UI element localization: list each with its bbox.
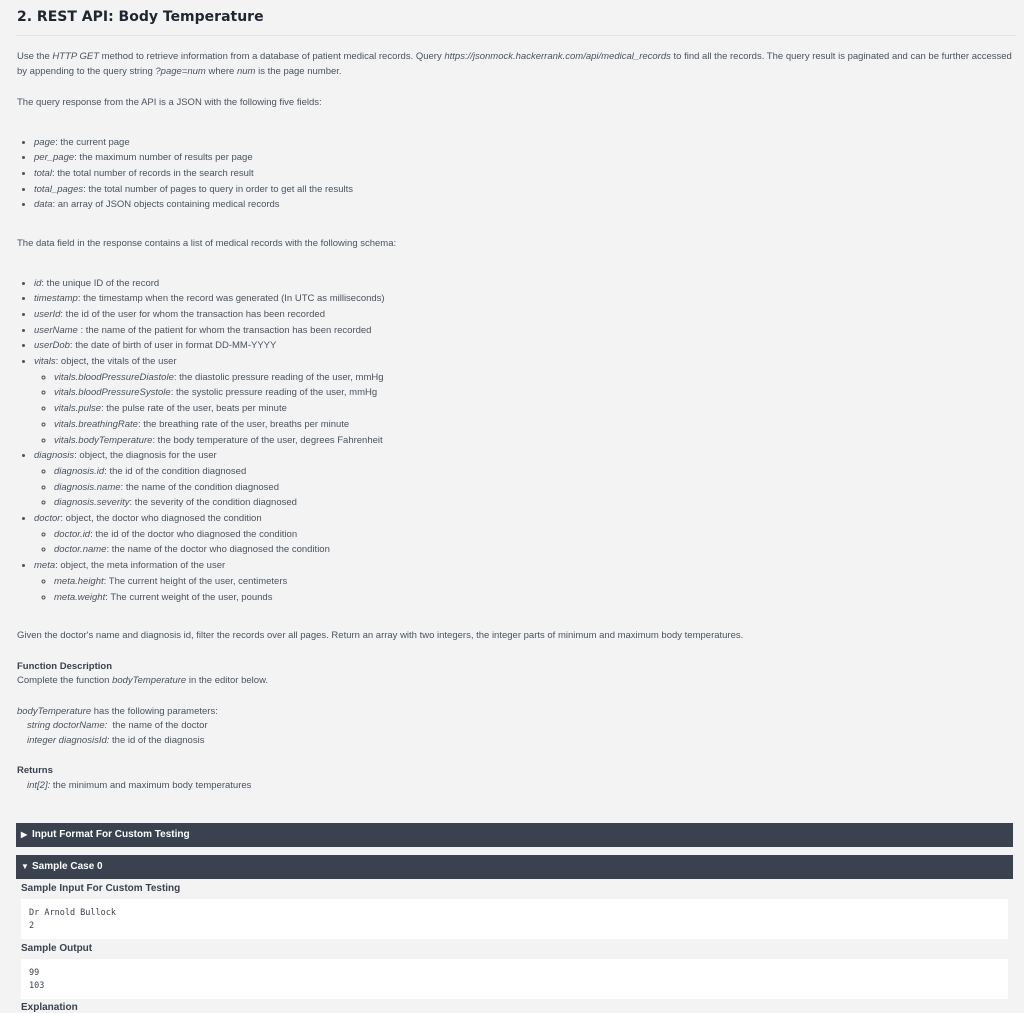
title-divider bbox=[16, 35, 1016, 36]
list-item: • userId: the id of the user for whom the transaction has been recorded bbox=[34, 307, 1012, 323]
intro-text: where bbox=[205, 65, 237, 77]
list-item: ◦ vitals.pulse: the pulse rate of the user, beats per minute bbox=[54, 401, 1012, 417]
list-item: ◦ diagnosis.id: the id of the condition diagnosed bbox=[54, 464, 1012, 480]
doctor-sublist bbox=[34, 527, 1012, 558]
task-paragraph: Given the doctor's name and diagnosis id, filter the records over all pages. Return an array with two integers, the integer parts of minimum and maximum body temperatures. bbox=[17, 630, 744, 642]
api-url: https://jsonmock.hackerrank.com/api/medical_records bbox=[444, 51, 671, 62]
diagnosis-sublist bbox=[34, 464, 1012, 511]
list-item: • doctor: object, the doctor who diagnosed the condition ◦ doctor.id: the id of the doctor who diagnosed the condition ◦ doctor.name: the name of the doctor who diagnosed the condition bbox=[34, 511, 1012, 558]
list-item: • per_page: the maximum number of results per page bbox=[34, 150, 1012, 166]
returns-heading: Returns bbox=[17, 765, 53, 777]
function-description-heading: Function Description bbox=[17, 660, 112, 672]
response-intro: The query response from the API is a JSON with the following five fields: bbox=[17, 97, 322, 108]
sample-case-0-toggle[interactable] bbox=[16, 855, 1013, 879]
list-item: • total: the total number of records in the search result bbox=[34, 166, 1012, 182]
section-label: Sample Case 0 bbox=[32, 861, 103, 872]
schema-intro: The data field in the response contains a list of medical records with the following schema: bbox=[17, 238, 397, 250]
list-item: • id: the unique ID of the record bbox=[34, 276, 1012, 292]
sample-input-heading: Sample Input For Custom Testing bbox=[21, 883, 181, 894]
list-item: ◦ meta.weight: The current weight of the user, pounds bbox=[54, 590, 1012, 606]
list-item: • timestamp: the timestamp when the record was generated (In UTC as milliseconds) bbox=[34, 291, 1012, 307]
intro-text: is the page number. bbox=[255, 65, 342, 77]
collapse-arrow-icon: ▼ bbox=[21, 862, 29, 871]
list-item: ◦ vitals.bloodPressureSystole: the systolic pressure reading of the user, mmHg bbox=[54, 385, 1012, 401]
list-item: • meta: object, the meta information of the user ◦ meta.height: The current height of the user, centimeters ◦ meta.weight: The current weight of the user, pounds bbox=[34, 558, 1012, 605]
sample-output-block bbox=[21, 959, 1008, 999]
query-string: ?page=num bbox=[155, 65, 206, 77]
num-term: num bbox=[236, 65, 256, 77]
list-item: ◦ vitals.bodyTemperature: the body temperature of the user, degrees Fahrenheit bbox=[54, 433, 1012, 449]
code-line: 2 bbox=[29, 921, 35, 931]
list-item: • vitals: object, the vitals of the user ◦ vitals.bloodPressureDiastole: the diastolic pressure reading of the user, mmHg ◦ vitals.bloodPressureSystole: the systolic pressure reading of the user, mmHg ◦ vitals.pulse: the pulse rate of the user, beats per minute ◦ vitals.breathingRate: the breathing rate of the user, breaths per minute ◦ vitals.bodyTemperature: the body temperature of the user, degrees Fahrenheit bbox=[34, 354, 1012, 448]
problem-statement bbox=[17, 50, 1012, 793]
list-item: ◦ diagnosis.severity: the severity of the condition diagnosed bbox=[54, 495, 1012, 511]
problem-title: 2. REST API: Body Temperature bbox=[17, 9, 264, 25]
schema-list bbox=[17, 276, 1012, 606]
expand-arrow-icon: ▶ bbox=[21, 830, 28, 839]
code-line: 99 bbox=[29, 968, 40, 978]
sample-output-heading: Sample Output bbox=[21, 943, 93, 954]
intro-text: method to retrieve information from a database of patient medical records. Query bbox=[99, 51, 445, 62]
code-line: Dr Arnold Bullock bbox=[29, 908, 116, 918]
response-fields-list bbox=[17, 135, 1012, 214]
list-item: • page: the current page bbox=[34, 135, 1012, 151]
list-item: ◦ diagnosis.name: the name of the condition diagnosed bbox=[54, 480, 1012, 496]
intro-text: Use the bbox=[17, 51, 53, 62]
list-item: • diagnosis: object, the diagnosis for the user ◦ diagnosis.id: the id of the condition diagnosed ◦ diagnosis.name: the name of the condition diagnosed ◦ diagnosis.severity: the severity of the condition diagnosed bbox=[34, 448, 1012, 511]
parameter-doctor-name: string doctorName: the name of the doctor bbox=[27, 720, 208, 732]
parameters-intro: bodyTemperature has the following parameters: bbox=[17, 705, 218, 717]
list-item: ◦ vitals.breathingRate: the breathing rate of the user, breaths per minute bbox=[54, 417, 1012, 433]
section-label: Input Format For Custom Testing bbox=[32, 829, 190, 840]
intro-text: to find all the records. The query result is paginated and can be further accessed by appending to the query string bbox=[17, 51, 1012, 77]
list-item: • data: an array of JSON objects containing medical records bbox=[34, 197, 1012, 213]
list-item: • userDob: the date of birth of user in format DD-MM-YYYY bbox=[34, 338, 1012, 354]
vitals-sublist bbox=[34, 370, 1012, 449]
list-item: ◦ meta.height: The current height of the user, centimeters bbox=[54, 574, 1012, 590]
function-description-text: Complete the function bodyTemperature in the editor below. bbox=[17, 675, 269, 687]
returns-text: int[2]: the minimum and maximum body temperatures bbox=[27, 779, 252, 791]
meta-sublist bbox=[34, 574, 1012, 605]
list-item: ◦ doctor.id: the id of the doctor who diagnosed the condition bbox=[54, 527, 1012, 543]
list-item: • userName : the name of the patient for whom the transaction has been recorded bbox=[34, 323, 1012, 339]
explanation-heading: Explanation bbox=[21, 1002, 78, 1013]
intro-paragraph bbox=[17, 50, 1012, 96]
input-format-section-toggle[interactable] bbox=[16, 823, 1013, 847]
list-item: ◦ doctor.name: the name of the doctor who diagnosed the condition bbox=[54, 542, 1012, 558]
list-item: • total_pages: the total number of pages to query in order to get all the results bbox=[34, 182, 1012, 198]
parameter-diagnosis-id: integer diagnosisId: the id of the diagnosis bbox=[27, 734, 205, 746]
list-item: ◦ vitals.bloodPressureDiastole: the diastolic pressure reading of the user, mmHg bbox=[54, 370, 1012, 386]
code-line: 103 bbox=[29, 981, 45, 991]
sample-input-block bbox=[21, 899, 1008, 939]
http-get-term: HTTP GET bbox=[52, 51, 100, 62]
